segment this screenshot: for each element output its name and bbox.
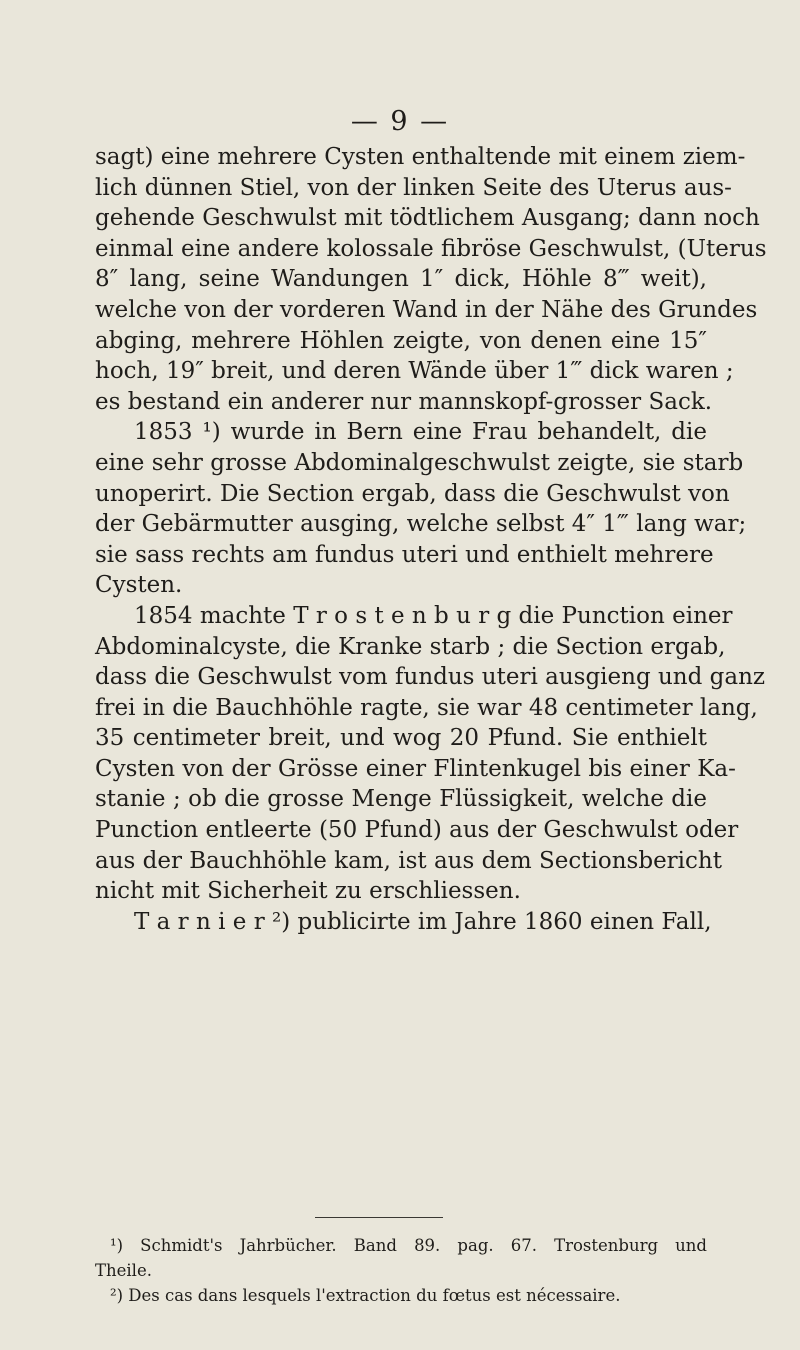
text-line: eine sehr grosse Abdominalgeschwulst zeigte, sie starb <box>95 449 744 476</box>
text-line: 35 centimeter breit, und wog 20 Pfund. Sie enthielt <box>95 725 707 752</box>
text-line: 1853 ¹) wurde in Bern eine Frau behandelt, die <box>134 419 707 446</box>
footnote-line: ¹) Schmidt's Jahrbücher. Band 89. pag. 67. Trostenburg und <box>110 1236 707 1255</box>
paragraph-4 <box>95 907 712 938</box>
text-line: gehende Geschwulst mit tödtlichem Ausgang; dann noch <box>95 205 760 232</box>
text-line: Cysten von der Grösse einer Flintenkugel bis einer Ka- <box>95 755 736 782</box>
text-line: stanie ; ob die grosse Menge Flüssigkeit, welche die <box>95 786 707 813</box>
text-line: sie sass rechts am fundus uteri und enthielt mehrere <box>95 541 714 568</box>
text-line: 1854 machte T r o s t e n b u r g die Punction einer <box>134 602 733 629</box>
text-line: der Gebärmutter ausging, welche selbst 4″ 1‴ lang war; <box>95 511 747 538</box>
footnote-line: ²) Des cas dans lesquels l'extraction du fœtus est nécessaire. <box>110 1285 621 1305</box>
text-line: Abdominalcyste, die Kranke starb ; die Section ergab, <box>95 633 726 660</box>
footnotes <box>95 1234 707 1308</box>
body-text <box>95 142 767 937</box>
text-line: es bestand ein anderer nur mannskopf-grosser Sack. <box>95 388 713 415</box>
footnote-1 <box>95 1234 707 1284</box>
paragraph-3 <box>95 601 766 907</box>
text-line: welche von der vorderen Wand in der Nähe des Grundes <box>95 296 758 323</box>
paragraph-2 <box>95 417 747 601</box>
footnote-2 <box>95 1284 707 1309</box>
paragraph-1 <box>95 142 767 417</box>
page-number: — 9 — <box>350 106 450 137</box>
text-line: nicht mit Sicherheit zu erschliessen. <box>95 878 521 905</box>
text-line: aus der Bauchhöhle kam, ist aus dem Sectionsbericht <box>95 847 722 874</box>
footnote-line: Theile. <box>95 1260 152 1280</box>
text-line: unoperirt. Die Section ergab, dass die Geschwulst von <box>95 480 730 507</box>
text-line: sagt) eine mehrere Cysten enthaltende mit einem ziem- <box>95 144 746 170</box>
text-line: abging, mehrere Höhlen zeigte, von denen eine 15″ <box>95 327 707 354</box>
text-line: dass die Geschwulst vom fundus uteri ausgieng und ganz <box>95 664 766 691</box>
text-line: einmal eine andere kolossale fibröse Geschwulst, (Uterus <box>95 235 767 262</box>
text-line: lich dünnen Stiel, von der linken Seite des Uterus aus- <box>95 174 732 201</box>
text-line: T a r n i e r ²) publicirte im Jahre 1860 einen Fall, <box>134 908 712 935</box>
text-line: hoch, 19″ breit, und deren Wände über 1‴ dick waren ; <box>95 358 734 385</box>
text-line: Cysten. <box>95 572 183 599</box>
footnote-divider <box>315 1217 443 1218</box>
text-line: frei in die Bauchhöhle ragte, sie war 48 centimeter lang, <box>95 694 758 721</box>
text-line: Punction entleerte (50 Pfund) aus der Geschwulst oder <box>95 817 739 844</box>
text-line: 8″ lang, seine Wandungen 1″ dick, Höhle 8‴ weit), <box>95 266 707 293</box>
